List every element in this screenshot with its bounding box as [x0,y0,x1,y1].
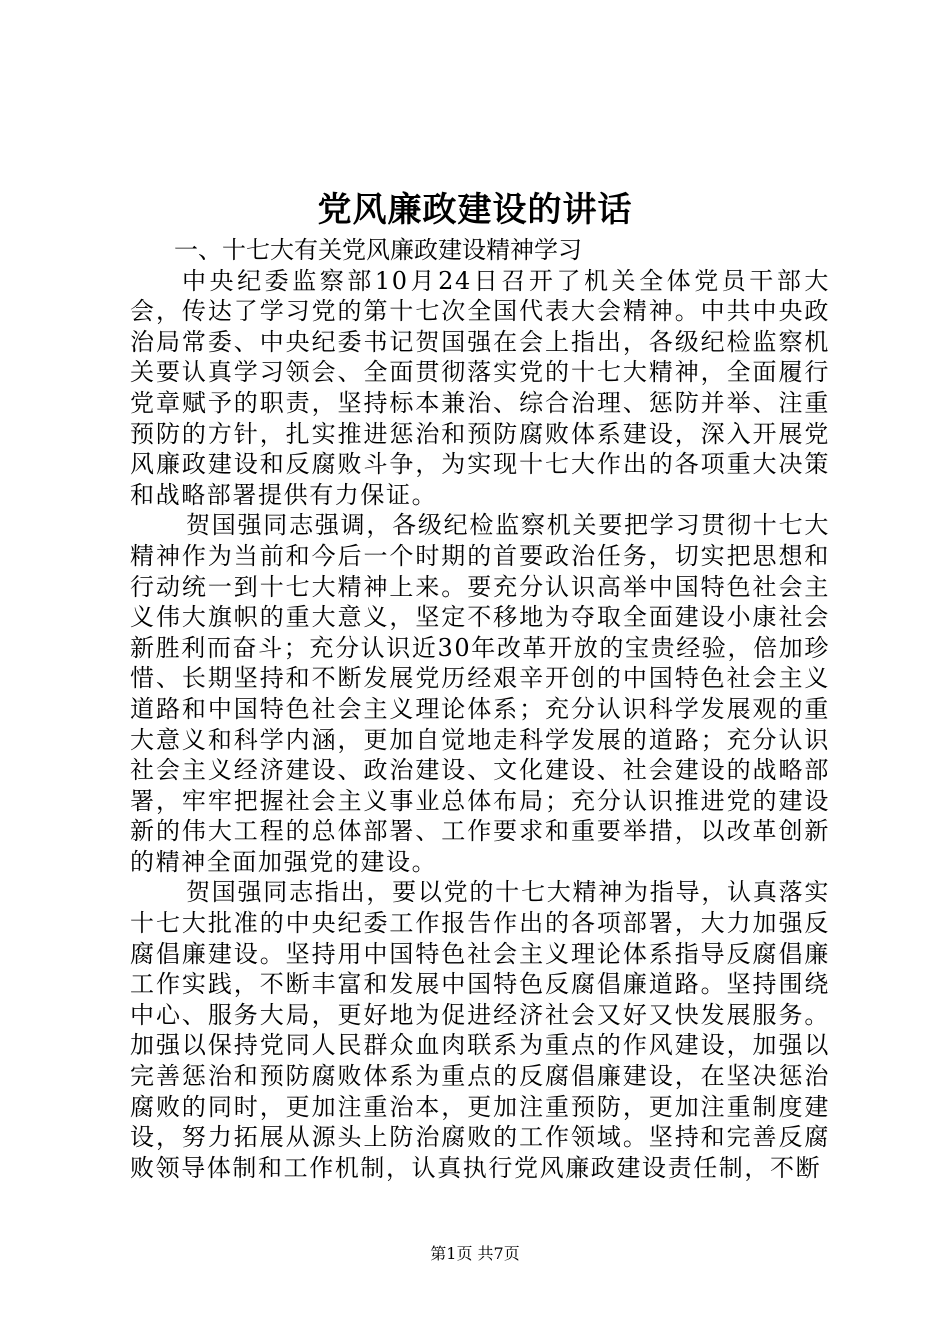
document-title: 党风廉政建设的讲话 [317,190,633,230]
paragraph-2: 贺国强同志强调，各级纪检监察机关要把学习贯彻十七大精神作为当前和今后一个时期的首要政治任务，切实把思想和行动统一到十七大精神上来。要充分认识高举中国特色社会主义伟大旗帜的重大意义，坚定不移地为夺取全面建设小康社会新胜利而奋斗；充分认识近30年改革开放的宝贵经验，倍加珍惜、长期坚持和不断发展党历经艰辛开创的中国特色社会主义道路和中国特色社会主义理论体系；充分认识科学发展观的重大意义和科学内涵，更加自觉地走科学发展的道路；充分认识社会主义经济建设、政治建设、文化建设、社会建设的战略部署，牢牢把握社会主义事业总体布局；充分认识推进党的建设新的伟大工程的总体部署、工作要求和重要举措，以改革创新的精神全面加强党的建设。 [130,511,830,876]
paragraph-1: 中央纪委监察部10月24日召开了机关全体党员干部大会，传达了学习党的第十七次全国代表大会精神。中共中央政治局常委、中央纪委书记贺国强在会上指出，各级纪检监察机关要认真学习领会、全面贯彻落实党的十七大精神，全面履行党章赋予的职责，坚持标本兼治、综合治理、惩防并举、注重预防的方针，扎实推进惩治和预防腐败体系建设，深入开展党风廉政建设和反腐败斗争，为实现十七大作出的各项重大决策和战略部署提供有力保证。 [130,266,830,509]
paragraph-3: 贺国强同志指出，要以党的十七大精神为指导，认真落实十七大批准的中央纪委工作报告作出的各项部署，大力加强反腐倡廉建设。坚持用中国特色社会主义理论体系指导反腐倡廉工作实践，不断丰富和发展中国特色反腐倡廉道路。坚持围绕中心、服务大局，更好地为促进经济社会又好又快发展服务。加强以保持党同人民群众血肉联系为重点的作风建设，加强以完善惩治和预防腐败体系为重点的反腐倡廉建设，在坚决惩治腐败的同时，更加注重治本，更加注重预防，更加注重制度建设，努力拓展从源头上防治腐败的工作领域。坚持和完善反腐败领导体制和工作机制，认真执行党风廉政建设责任制，不断 [130,878,830,1182]
section-heading: 一、十七大有关党风廉政建设精神学习 [174,236,582,264]
page-footer: 第1页 共7页 [430,1244,520,1263]
document-body [130,235,830,1183]
